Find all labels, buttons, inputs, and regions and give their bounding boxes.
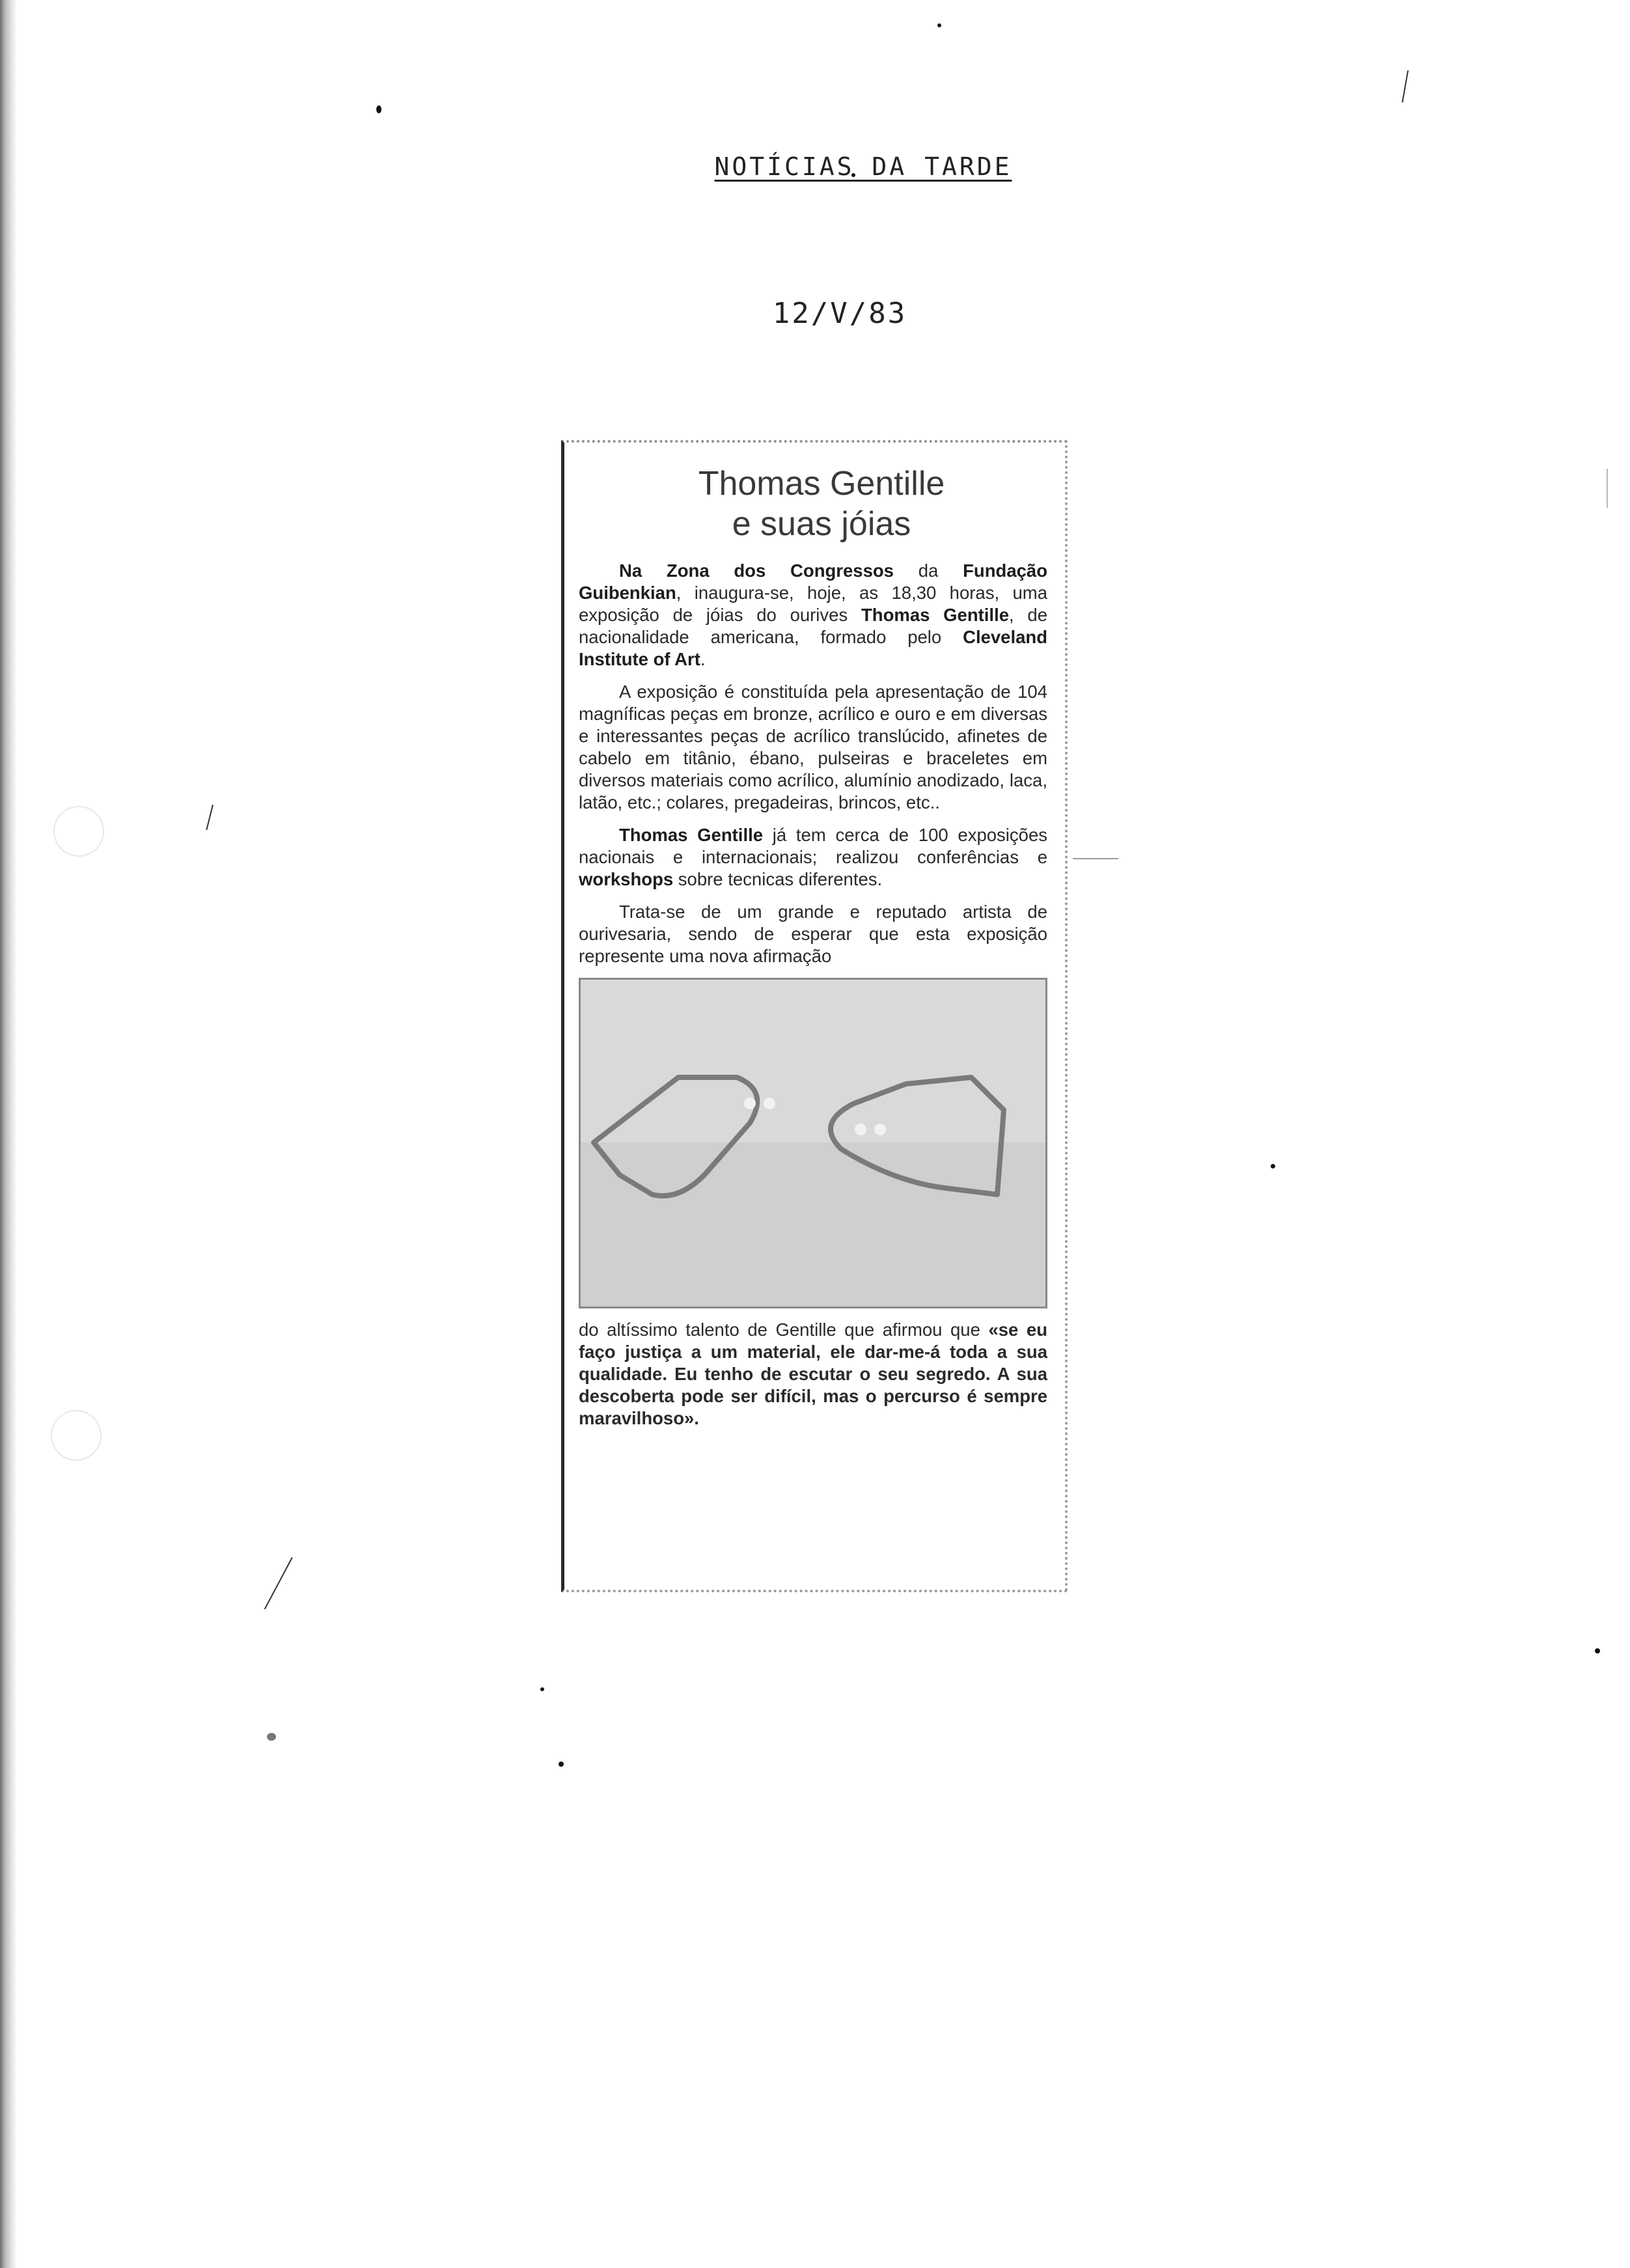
scan-scratch bbox=[206, 805, 214, 830]
scan-speck bbox=[540, 1687, 544, 1691]
scan-speck bbox=[267, 1733, 276, 1741]
article-paragraph-4: Trata-se de um grande e reputado artista de ourivesaria, sendo de esperar que esta exposição represente uma nova afirmação bbox=[579, 902, 1047, 966]
scan-shadow-edge bbox=[0, 0, 17, 2268]
jewellery-photo bbox=[579, 978, 1047, 1308]
article-paragraph-5: do altíssimo talento de Gentille que afirmou que «se eu faço justiça a um material, ele dar-me-á toda a sua qualidade. Eu tenho de escutar o seu segredo. A sua descoberta pode ser difícil, mas o percurso é sempre maravilhoso». bbox=[579, 1320, 1047, 1428]
jewellery-photo-image bbox=[581, 980, 1045, 1307]
scan-speck bbox=[559, 1762, 564, 1767]
scan-scratch bbox=[264, 1557, 293, 1609]
scan-scratch bbox=[1607, 469, 1608, 508]
headline-line-2: e suas jóias bbox=[732, 505, 911, 543]
article-paragraph-1: Na Zona dos Congressos da Fundação Guibenkian, inaugura-se, hoje, as 18,30 horas, uma exposição de jóias do ourives Thomas Gentille, de nacionalidade americana, formado pelo Cleveland Institute of Art. bbox=[579, 560, 1047, 669]
scan-speck bbox=[376, 105, 381, 113]
newspaper-clipping bbox=[561, 440, 1068, 1592]
newspaper-name: NOTÍCIAS DA TARDE bbox=[714, 152, 1012, 181]
scan-scratch bbox=[1402, 70, 1409, 103]
headline-line-1: Thomas Gentille bbox=[698, 465, 945, 503]
scan-speck bbox=[1595, 1648, 1600, 1653]
article-headline bbox=[603, 463, 1040, 544]
article-body bbox=[579, 560, 1047, 1530]
clipping-date: 12/V/83 bbox=[772, 297, 907, 330]
scan-speck bbox=[1271, 1164, 1275, 1169]
scan-speck bbox=[937, 23, 941, 27]
scan-scratch bbox=[1073, 858, 1118, 859]
punch-hole-top bbox=[55, 807, 103, 855]
article-paragraph-3: Thomas Gentille já tem cerca de 100 exposições nacionais e internacionais; realizou conferências e workshops sobre tecnicas diferentes. bbox=[579, 825, 1047, 889]
article-paragraph-2: A exposição é constituída pela apresentação de 104 magníficas peças em bronze, acrílico e ouro e em diversas e interessantes peças de acrílico translúcido, afinetes de cabelo em titânio, ébano, pulseiras e braceletes em diversos materiais como acrílico, alumínio anodizado, laca, latão, etc.; colares, pregadeiras, brincos, etc.. bbox=[579, 682, 1047, 812]
punch-hole-bottom bbox=[52, 1411, 100, 1459]
